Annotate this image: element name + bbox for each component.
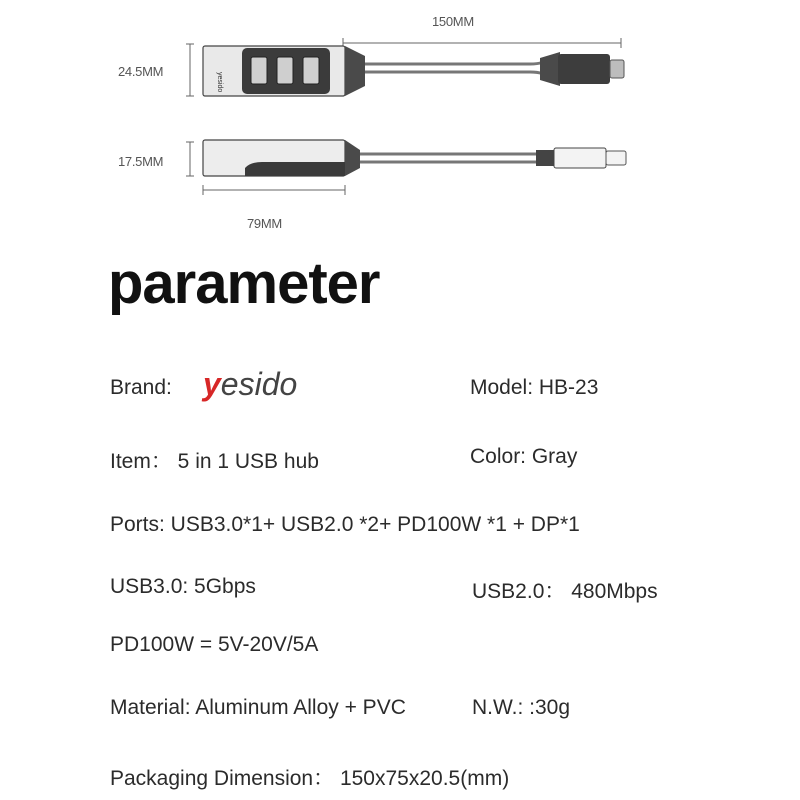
pd-power-text: PD100W = 5V-20V/5A xyxy=(110,633,319,656)
ports-text: Ports: USB3.0*1+ USB2.0 *2+ PD100W *1 + DP*1 xyxy=(110,513,580,536)
height-side-dimension-line xyxy=(186,142,194,176)
cable-length-label: 150MM xyxy=(432,14,474,29)
hub-side-view xyxy=(203,140,626,176)
color-text: Color: Gray xyxy=(470,445,578,468)
brand-label: Brand: xyxy=(110,376,172,399)
net-weight-text: N.W.: :30g xyxy=(472,696,571,719)
brand-logo-rest: esido xyxy=(220,366,298,402)
cable-length-dimension-line xyxy=(343,38,621,48)
body-length-label: 79MM xyxy=(247,216,282,231)
height-top-dimension-line xyxy=(186,44,194,96)
material-text: Material: Aluminum Alloy + PVC xyxy=(110,696,406,719)
usb3-speed-text: USB3.0: 5Gbps xyxy=(110,575,256,598)
packaging-dimension-text: Packaging Dimension： 150x75x20.5(mm) xyxy=(110,767,510,790)
height-top-label: 24.5MM xyxy=(118,64,164,79)
brand-logo xyxy=(203,366,297,403)
model-text: Model: HB-23 xyxy=(470,376,599,399)
height-side-label: 17.5MM xyxy=(118,154,164,169)
body-length-dimension-line xyxy=(203,185,345,195)
page-title: parameter xyxy=(108,251,380,316)
item-text: Item： 5 in 1 USB hub xyxy=(110,450,319,473)
hub-top-view xyxy=(203,46,624,96)
product-diagram xyxy=(0,0,800,240)
usb2-speed-text: USB2.0： 480Mbps xyxy=(472,580,658,603)
hub-logo-text: yesido xyxy=(216,72,223,93)
brand-logo-first-letter: y xyxy=(203,366,221,402)
